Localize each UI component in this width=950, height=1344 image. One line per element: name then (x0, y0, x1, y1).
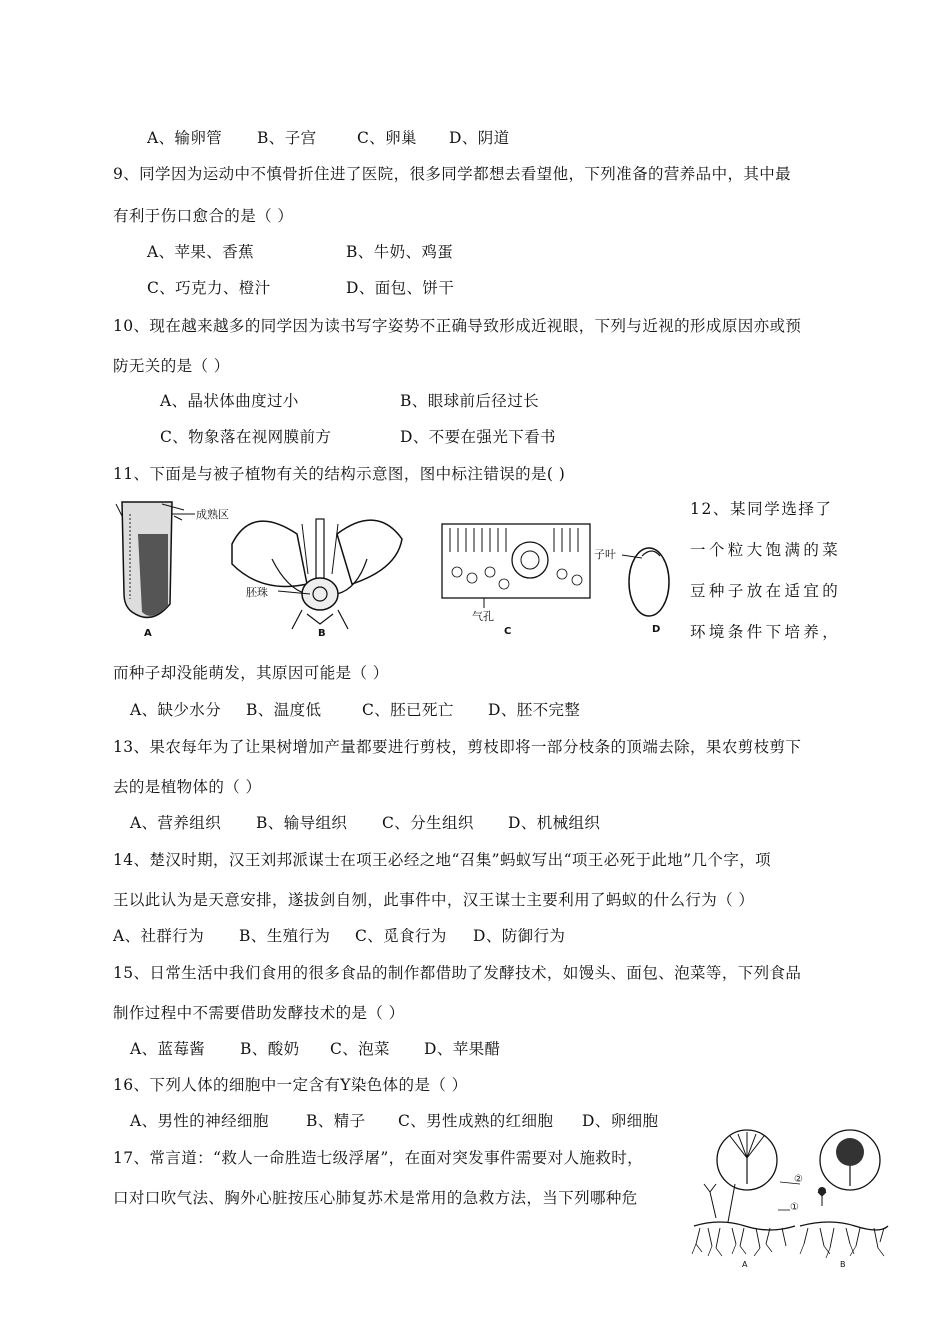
q9-stem-line1: 9、同学因为运动中不慎骨折住进了医院，很多同学都想去看望他，下列准备的营养品中，其中最 (113, 165, 792, 183)
q10-option-b: B、眼球前后径过长 (400, 392, 539, 410)
leaf-section-diagram (442, 524, 590, 608)
q11-figure (112, 494, 682, 644)
figure-label-b: B (318, 628, 326, 639)
q17-figure-label-a: A (742, 1260, 748, 1269)
q17-marker-1: ① (790, 1202, 799, 1213)
label-cotyledon: 子叶 (594, 548, 616, 561)
q16-option-b: B、精子 (306, 1112, 366, 1130)
mold-b-diagram (778, 1130, 888, 1258)
label-ovule: 胚珠 (246, 586, 268, 599)
q12-option-c: C、胚已死亡 (362, 701, 454, 719)
q13-option-a: A、营养组织 (130, 814, 222, 832)
q17-stem-line2: 口对口吹气法、胸外心脏按压心肺复苏术是常用的急救方法，当下列哪种危 (113, 1189, 638, 1207)
q13-options (130, 811, 600, 833)
figure-label-a: A (144, 628, 152, 639)
q14-option-b: B、生殖行为 (239, 927, 331, 945)
q8-option-b: B、子宫 (257, 129, 317, 147)
q10-options-row2 (160, 425, 556, 447)
q14-stem-line1: 14、楚汉时期，汉王刘邦派谋士在项王必经之地“召集”蚂蚁写出“项王必死于此地”几个字，项 (113, 851, 772, 869)
q13-option-d: D、机械组织 (508, 814, 601, 832)
q15-options (130, 1037, 500, 1059)
q9-options-row2 (147, 276, 454, 298)
q10-stem-line2: 防无关的是（ ） (113, 357, 230, 375)
q8-options (147, 126, 510, 148)
root-tip-diagram (116, 502, 195, 617)
q14-stem-line2: 王以此认为是天意安排，遂拔剑自刎，此事件中，汉王谋士主要利用了蚂蚁的什么行为（ ） (113, 891, 755, 909)
q14-option-c: C、觅食行为 (355, 927, 447, 945)
q16-option-a: A、男性的神经细胞 (130, 1112, 269, 1130)
q15-stem-line2: 制作过程中不需要借助发酵技术的是（ ） (113, 1004, 405, 1022)
q13-option-b: B、输导组织 (256, 814, 348, 832)
q13-stem-line2: 去的是植物体的（ ） (113, 778, 262, 796)
seed-diagram (622, 548, 669, 616)
q15-option-b: B、酸奶 (240, 1040, 300, 1058)
q15-option-c: C、泡菜 (330, 1040, 390, 1058)
figure-label-d: D (652, 624, 661, 635)
q10-option-c: C、物象落在视网膜前方 (160, 428, 332, 446)
q16-option-d: D、卵细胞 (582, 1112, 659, 1130)
q17-figure (690, 1122, 890, 1272)
q12-option-a: A、缺少水分 (130, 701, 222, 719)
figure-label-c: C (504, 626, 512, 637)
q12-option-b: B、温度低 (246, 701, 322, 719)
q16-option-c: C、男性成熟的红细胞 (398, 1112, 554, 1130)
q10-options-row1 (160, 389, 539, 411)
q12-side-line1: 12、某同学选择了 (690, 500, 833, 518)
q8-option-c: C、卵巢 (357, 129, 417, 147)
label-mature-zone: 成熟区 (196, 508, 229, 521)
q10-stem-line1: 10、现在越来越多的同学因为读书写字姿势不正确导致形成近视眼，下列与近视的形成原因亦或预 (113, 317, 802, 335)
q12-stem-end: 而种子却没能萌发，其原因可能是（ ） (113, 664, 389, 682)
q13-option-c: C、分生组织 (382, 814, 474, 832)
q17-stem-line1: 17、常言道：“救人一命胜造七级浮屠”，在面对突发事件需要对人施救时， (113, 1149, 644, 1167)
q15-option-d: D、苹果醋 (424, 1040, 501, 1058)
q12-side-line2: 一个粒大饱满的菜 (690, 541, 842, 559)
q12-side-line4: 环境条件下培养， (690, 623, 842, 641)
q13-stem-line1: 13、果农每年为了让果树增加产量都要进行剪枝，剪枝即将一部分枝条的顶端去除，果农剪枝剪下 (113, 738, 802, 756)
mold-a-diagram (692, 1130, 795, 1256)
q15-option-a: A、蓝莓酱 (130, 1040, 206, 1058)
q9-stem-line2: 有利于伤口愈合的是（ ） (113, 207, 294, 225)
q15-stem-line1: 15、日常生活中我们食用的很多食品的制作都借助了发酵技术，如馒头、面包、泡菜等，下列食品 (113, 964, 802, 982)
q12-option-d: D、胚不完整 (488, 701, 581, 719)
q11-stem: 11、下面是与被子植物有关的结构示意图，图中标注错误的是( ) (113, 465, 566, 483)
q9-options-row1 (147, 240, 453, 262)
q17-figure-label-b: B (840, 1260, 846, 1269)
q9-option-b: B、牛奶、鸡蛋 (346, 243, 454, 261)
q10-option-a: A、晶状体曲度过小 (160, 392, 299, 410)
label-stoma: 气孔 (472, 610, 494, 623)
q12-options (130, 698, 580, 720)
q10-option-d: D、不要在强光下看书 (400, 428, 556, 446)
q9-option-c: C、巧克力、橙汁 (147, 279, 271, 297)
flower-diagram (232, 519, 402, 629)
q17-marker-2: ② (794, 1174, 803, 1185)
q9-option-a: A、苹果、香蕉 (147, 243, 254, 261)
q8-option-d: D、阴道 (449, 129, 510, 147)
q14-options (113, 924, 565, 946)
q9-option-d: D、面包、饼干 (346, 279, 455, 297)
q16-options (130, 1109, 658, 1131)
q14-option-a: A、社群行为 (113, 927, 205, 945)
q8-option-a: A、输卵管 (147, 129, 223, 147)
q16-stem: 16、下列人体的细胞中一定含有Y染色体的是（ ） (113, 1076, 468, 1094)
q14-option-d: D、防御行为 (473, 927, 566, 945)
q12-side-line3: 豆种子放在适宜的 (690, 582, 842, 600)
